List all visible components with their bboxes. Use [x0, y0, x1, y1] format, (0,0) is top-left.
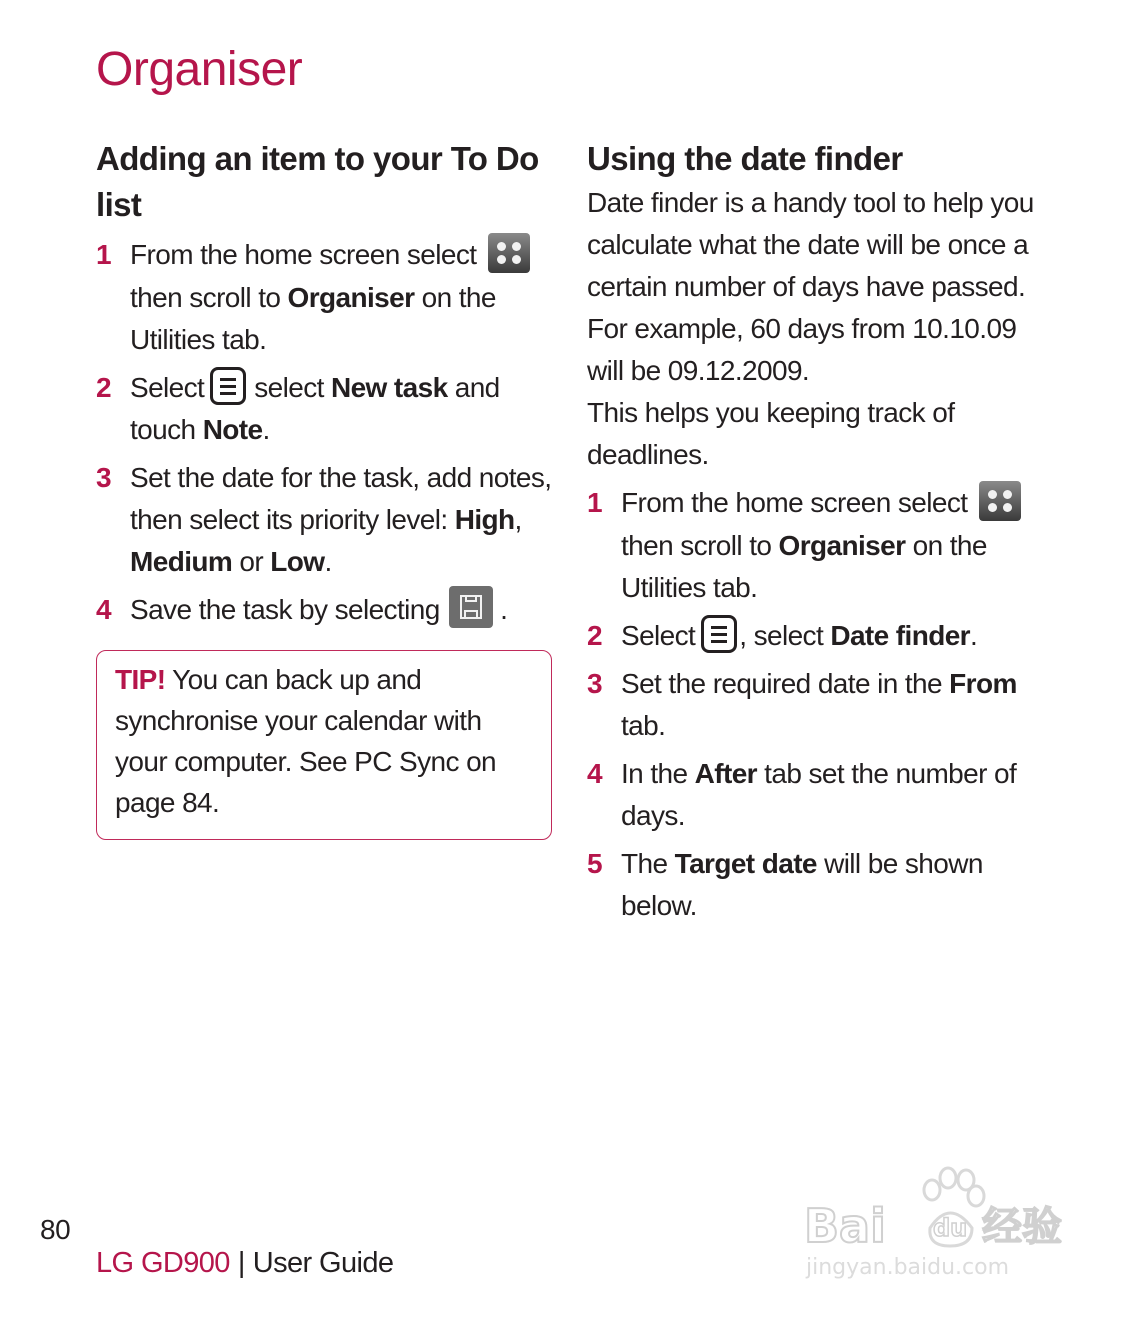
left-column — [96, 136, 556, 840]
step-bold: New task — [330, 371, 448, 403]
step-bold: Target date — [674, 847, 817, 879]
footer-brand: LG GD900 — [96, 1247, 230, 1279]
list-item — [587, 843, 1057, 927]
step-text: From the home screen select — [621, 487, 968, 518]
step-text: In the — [621, 757, 695, 789]
list-item — [587, 663, 1057, 747]
step-text: then scroll to — [130, 281, 288, 313]
step-number: 4 — [96, 593, 111, 625]
page-title: Organiser — [96, 43, 303, 96]
step-text: tab. — [621, 709, 666, 741]
page-number: 80 — [40, 1214, 71, 1245]
section-heading-todo: Adding an item to your To Do list — [96, 140, 539, 223]
step-number: 2 — [587, 619, 602, 651]
step-text: Select — [130, 371, 205, 403]
apps-grid-icon — [488, 233, 530, 273]
step-number: 3 — [587, 667, 602, 699]
step-bold: Low — [270, 545, 325, 577]
save-icon — [449, 586, 493, 628]
step-bold: Organiser — [778, 529, 906, 561]
step-text: tab set the number of days. — [621, 757, 1017, 831]
step-number: 1 — [587, 487, 602, 518]
step-text: Set the required date in the — [621, 667, 950, 699]
step-bold: Organiser — [287, 281, 415, 313]
step-bold: Date finder — [830, 619, 970, 651]
step-number: 1 — [96, 239, 111, 270]
step-text: Set the date for the task, add notes, then select its priority level: — [130, 461, 552, 535]
intro-paragraph-2: This helps you keeping track of deadlines. — [587, 397, 955, 470]
tip-box — [96, 650, 552, 840]
tip-label: TIP! — [115, 664, 166, 696]
footer — [96, 1247, 393, 1280]
svg-text:du: du — [933, 1214, 968, 1242]
list-item — [587, 482, 1057, 609]
list-item — [587, 753, 1057, 837]
step-text: on the Utilities tab. — [130, 281, 496, 355]
step-number: 4 — [587, 757, 602, 789]
step-text: and touch — [130, 371, 500, 445]
step-text: then scroll to — [621, 529, 779, 561]
svg-text:jingyan.baidu.com: jingyan.baidu.com — [806, 1255, 1010, 1280]
menu-icon — [210, 367, 246, 405]
svg-text:经验: 经验 — [982, 1204, 1062, 1250]
section-heading-date-finder: Using the date finder — [587, 140, 903, 177]
step-text: From the home screen select — [130, 239, 477, 270]
step-bold: Note — [202, 413, 263, 445]
step-bold: Medium — [130, 545, 233, 577]
step-text: will be shown below. — [621, 847, 983, 921]
svg-text:Bai: Bai — [804, 1199, 886, 1253]
list-item — [96, 457, 556, 583]
step-number: 5 — [587, 847, 602, 879]
step-bold: After — [694, 757, 757, 789]
step-text: Save the task by selecting — [130, 593, 440, 625]
list-item — [96, 589, 556, 633]
step-text: or — [232, 545, 271, 577]
baidu-jingyan-watermark — [800, 1150, 1080, 1290]
step-text: , — [514, 503, 522, 535]
right-column — [587, 136, 1057, 933]
list-item — [587, 615, 1057, 657]
intro-paragraph: Date finder is a handy tool to help you calculate what the date will be once a certain number of days have passed. For example, 60 days from 10.10.09 will be 09.12.2009. — [587, 187, 1034, 386]
step-text: , select — [739, 619, 831, 651]
step-text: The — [621, 847, 675, 879]
todo-steps — [96, 234, 556, 632]
menu-icon — [701, 615, 737, 653]
step-text: . — [262, 413, 270, 445]
apps-grid-icon — [979, 481, 1021, 521]
step-text: select — [254, 371, 331, 403]
step-text: on the Utilities tab. — [621, 529, 987, 603]
list-item — [96, 234, 556, 361]
step-bold: High — [454, 503, 515, 535]
footer-separator: | — [237, 1247, 245, 1279]
step-number: 2 — [96, 371, 111, 403]
step-text: . — [492, 593, 508, 625]
step-text: . — [969, 619, 978, 651]
footer-guide: User Guide — [252, 1247, 394, 1279]
list-item — [96, 367, 556, 451]
step-number: 3 — [96, 461, 111, 493]
tip-text: You can back up and synchronise your calendar with your computer. See PC Sync on page 84. — [115, 664, 497, 819]
step-text: Select — [621, 619, 696, 651]
step-bold: From — [949, 667, 1017, 699]
date-finder-steps — [587, 482, 1057, 927]
step-text: . — [324, 545, 332, 577]
